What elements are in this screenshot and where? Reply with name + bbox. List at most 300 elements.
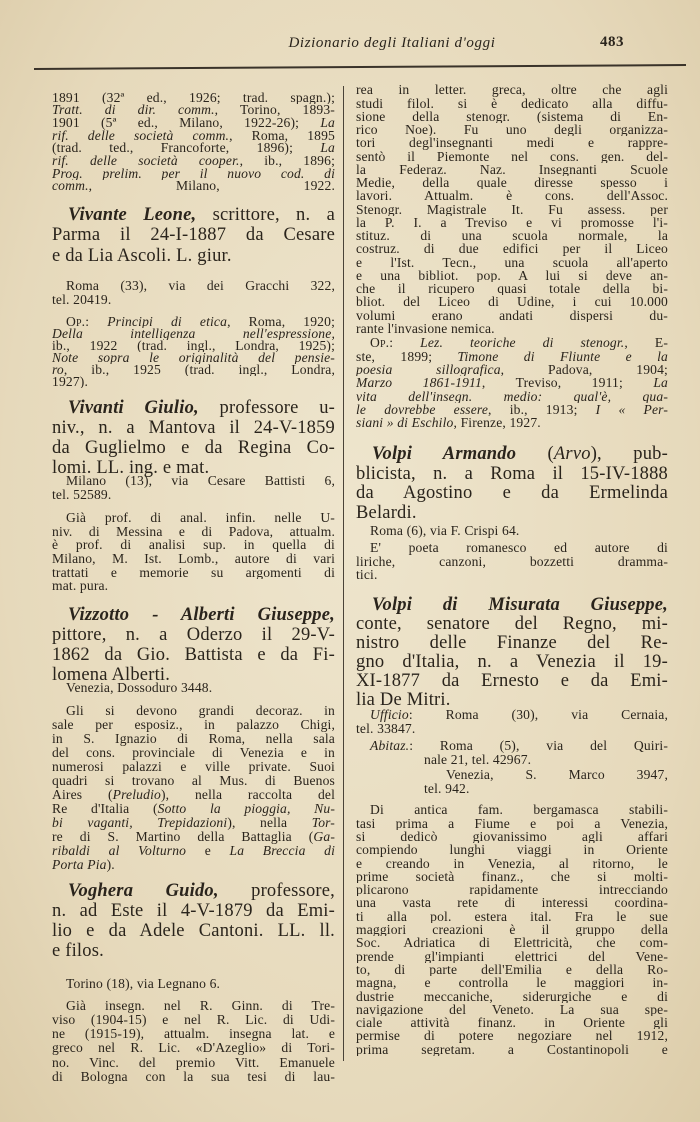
text-run: plicarono rapidamente intrecciando <box>356 883 668 897</box>
text-line <box>356 708 668 722</box>
text-run: tasi prima a Fiume e poi a Venezia, <box>356 816 668 830</box>
text-line <box>52 579 335 593</box>
text-run: di Bologna con la sua tesi di lau- <box>52 1069 335 1084</box>
text-run: sentò il Piemonte nel cons. gen. del- <box>356 149 668 163</box>
text-run: liriche, canzoni, bozzetti dramma- <box>356 554 668 569</box>
italic-text: Note sopra le originalità del pensie- <box>52 352 335 364</box>
italic-text: Arvo <box>553 445 591 465</box>
text-run: Milano, M. Ist. Lomb., autore di vari <box>52 551 335 566</box>
italic-text: comm. <box>52 180 89 194</box>
text-line <box>52 168 335 181</box>
text-run: scrittore, n. a <box>196 204 335 225</box>
text-run: lavori. Attualm. è cons. dell'Assoc. <box>356 189 668 203</box>
text-run: studi filol. si è dedicato alla diffu- <box>356 96 668 110</box>
entry-name: Vizzotto - Alberti Giuseppe, <box>68 605 335 625</box>
text-line <box>52 246 335 267</box>
text-line <box>356 242 668 255</box>
works-label: Op. <box>370 336 390 350</box>
text-line <box>52 316 335 328</box>
text-line <box>356 1029 668 1042</box>
column-divider <box>343 86 344 1061</box>
text-run: volumi erano andati dispersi du- <box>356 308 668 322</box>
text-line <box>52 525 335 539</box>
text-line <box>356 568 668 582</box>
text-run: , ib., 1913; <box>488 402 596 417</box>
text-line <box>52 352 335 364</box>
text-line <box>52 816 335 830</box>
text-run: costruz. di due edifici per il Liceo <box>356 242 668 256</box>
text-run: E' poeta romanesco ed autore di <box>370 541 668 555</box>
text-line <box>52 718 335 732</box>
text-line <box>52 941 335 961</box>
text-line <box>52 881 335 901</box>
text-line <box>52 830 335 844</box>
text-line <box>52 746 335 760</box>
italic-text: bi vaganti, Trepidazioni <box>52 816 228 830</box>
text-line <box>356 870 668 883</box>
text-run: Roma (33), via dei Gracchi 322, <box>66 279 335 293</box>
text-line <box>52 844 335 858</box>
text-line <box>356 843 668 856</box>
text-line <box>52 418 335 438</box>
text-run: Re d'Italia ( <box>52 802 158 816</box>
text-run: e da Lia Ascoli. L. giur. <box>52 245 232 266</box>
text-line <box>52 364 335 376</box>
text-line <box>356 309 668 322</box>
text-line <box>356 672 668 691</box>
text-line <box>356 555 668 569</box>
text-run: tel. 20419. <box>52 293 112 307</box>
text-run: si dedicò giovanissimo agli affari <box>356 829 668 844</box>
italic-text: La <box>320 117 335 130</box>
text-line <box>52 130 335 143</box>
text-line <box>52 760 335 774</box>
text-line <box>356 936 668 949</box>
text-line <box>356 896 668 909</box>
italic-text: vita dell'insegn. medio: qual'è, qua- <box>356 389 668 403</box>
text-line <box>52 1027 335 1041</box>
text-run: ), pub- <box>590 445 668 465</box>
entry-paragraph <box>52 316 335 388</box>
text-line <box>52 488 335 502</box>
text-line <box>52 566 335 580</box>
text-run: una vasta rete di interessi coordina- <box>356 896 668 910</box>
italic-text: Della intelligenza nell'espressione, <box>52 328 335 340</box>
text-run: lia De Mitri. <box>356 690 451 710</box>
text-run: e creando in Venezia, al ritorno, le <box>356 856 668 870</box>
text-line <box>356 322 668 335</box>
text-run: mat. pura. <box>52 579 109 593</box>
text-line <box>356 83 668 96</box>
text-run: 1927). <box>52 376 89 388</box>
italic-text: Lez. teoriche di stenogr. <box>420 336 625 350</box>
text-run: , Milano, 1922. <box>88 180 335 194</box>
text-run: pittore, n. a Oderzo il 29-V- <box>52 625 335 645</box>
text-line <box>356 541 668 555</box>
text-line <box>52 625 335 645</box>
text-line <box>52 921 335 941</box>
text-run: , E- <box>624 336 668 350</box>
entry-heading <box>52 205 335 267</box>
text-line <box>356 691 668 710</box>
text-line <box>52 605 335 625</box>
entry-heading <box>52 605 335 685</box>
text-run: nale 21, tel. 42967. <box>424 753 532 767</box>
text-line <box>52 774 335 788</box>
entry-paragraph <box>52 511 335 593</box>
text-line <box>52 92 335 105</box>
text-run: tel. 33847. <box>356 722 416 736</box>
italic-text: Prog. prelim. per il nuovo cod. di <box>52 167 335 181</box>
text-line <box>52 538 335 552</box>
text-run: Già prof. di anal. infin. nelle U- <box>66 511 335 525</box>
text-run: che il ricupero quasi totale della bi- <box>356 282 668 296</box>
text-line <box>356 923 668 936</box>
text-run: blicista, n. a Roma il 15-IV-1888 <box>356 464 668 484</box>
text-line <box>356 753 668 767</box>
text-run: e filos. <box>52 941 104 961</box>
text-run: Roma (6), via F. Crispi 64. <box>370 524 520 538</box>
italic-text: Marzo 1861-1911 <box>356 376 482 390</box>
text-line <box>52 398 335 418</box>
entry-paragraph <box>356 336 668 429</box>
text-run: stituz. di una scuola normale, la <box>356 229 668 243</box>
text-run: Aires ( <box>52 788 113 802</box>
text-run: Soc. Adriatica di Elettricità, che com- <box>356 936 668 950</box>
italic-text: La <box>320 142 335 156</box>
text-line <box>356 504 668 524</box>
text-line <box>356 963 668 976</box>
text-line <box>356 110 668 123</box>
text-run: è prof. di analisi sup. in quella di <box>52 538 335 552</box>
text-line <box>356 524 668 538</box>
italic-text: Sotto la pioggia, Nu- <box>157 802 335 816</box>
text-run: niv., n. a Mantova il 24-V-1859 <box>52 418 335 438</box>
text-line <box>356 990 668 1003</box>
entry-heading <box>52 881 335 961</box>
text-run: Già insegn. nel R. Ginn. di Tre- <box>66 998 335 1013</box>
text-run: (trad. ted., Francoforte, 1896); <box>52 142 321 156</box>
text-run: Stenogr. Magistrale It. Fu assess. per <box>356 202 668 216</box>
entry-name: Vivanti Giulio, <box>68 398 199 418</box>
text-line <box>356 615 668 634</box>
text-run: , Torino, 1893- <box>214 104 335 118</box>
text-line <box>52 180 335 193</box>
entry-paragraph <box>52 977 335 991</box>
text-run: , ib., 1896; <box>239 155 335 168</box>
text-run: , Roma, 1920; <box>227 316 335 328</box>
italic-text: Ufficio <box>370 708 409 722</box>
text-line <box>356 97 668 110</box>
text-line <box>52 552 335 566</box>
italic-text: Timone di Fliunte e la <box>457 349 668 363</box>
text-line <box>356 883 668 896</box>
entry-paragraph <box>356 768 668 796</box>
italic-text: I « Per- <box>595 402 668 417</box>
text-run: Di antica fam. bergamasca stabili- <box>370 803 668 817</box>
text-line <box>356 1016 668 1029</box>
text-line <box>356 768 668 782</box>
text-run: niv. di Messina e di Padova, attualm. <box>52 524 335 539</box>
entry-name: Volpi Armando <box>372 445 517 465</box>
text-line <box>52 1070 335 1084</box>
entry-paragraph <box>52 999 335 1084</box>
text-line <box>356 465 668 485</box>
text-line <box>356 150 668 163</box>
text-run: Gli si devono grandi decoraz. in <box>66 704 335 718</box>
text-line <box>52 977 335 991</box>
text-run: nistro delle Finanze del Re- <box>356 633 668 653</box>
text-run: , Padova, 1904; <box>500 362 668 377</box>
italic-text: Tratt. di dir. comm. <box>52 104 215 118</box>
italic-text: Principi di etica <box>107 316 228 328</box>
works-label: Op. <box>66 316 86 328</box>
text-run: gno d'Italia, n. a Venezia il 19- <box>356 652 668 672</box>
text-run: 1891 (32ª ed., 1926; trad. spagn.); <box>52 91 335 105</box>
text-line <box>52 1013 335 1027</box>
text-line <box>52 117 335 130</box>
text-run: magna, e controlla le maggiori in- <box>356 976 668 990</box>
text-run: Milano (13), via Cesare Battisti 6, <box>66 474 335 488</box>
text-run: n. ad Este il 4-V-1879 da Emi- <box>52 901 335 921</box>
text-run: permise di potere negoziare nel 1912, <box>356 1029 668 1043</box>
text-run: ne (1915-19), attualm. insegna lat. e <box>52 1027 335 1042</box>
text-run: XI-1877 da Ernesto e da Emi- <box>356 671 668 691</box>
text-line <box>52 732 335 746</box>
italic-text: Tor- <box>311 816 335 830</box>
text-line <box>356 830 668 843</box>
text-run: tel. 942. <box>424 782 470 796</box>
text-run: tel. 52589. <box>52 488 112 502</box>
entry-name: Voghera Guido, <box>68 881 219 901</box>
entry-paragraph <box>52 704 335 872</box>
text-run: del cons. provinciale di Venezia e in <box>52 746 335 760</box>
text-line <box>356 739 668 753</box>
text-run: greco nel R. Lic. «D'Azeglio» di Tori- <box>52 1041 335 1056</box>
text-run: sione della stenogr. (sistema di En- <box>356 109 668 124</box>
text-run: ti alla pol. estera ital. Fra le sue <box>356 909 668 924</box>
text-run: : Roma (5), via del Quiri- <box>409 739 668 753</box>
text-line <box>52 645 335 665</box>
text-run: rico Noe). Fu uno degli organizza- <box>356 123 668 137</box>
text-run: prima segretam. a Costantinopoli e <box>356 1042 668 1056</box>
text-run: Venezia, Dossoduro 3448. <box>66 681 213 695</box>
text-line <box>356 634 668 653</box>
entry-name: Volpi di Misurata Giuseppe, <box>372 595 668 615</box>
italic-text: siani » di Eschilo <box>356 416 454 430</box>
text-line <box>356 722 668 736</box>
entry-heading <box>356 445 668 523</box>
text-run: : <box>85 316 108 328</box>
text-line <box>356 256 668 269</box>
text-run: viso (1904-15) e nel R. Lic. di Udi- <box>52 1013 335 1028</box>
text-run: ). <box>106 858 115 872</box>
text-run: e l'Ist. Tecn., una scuola all'aperto <box>356 255 668 269</box>
text-line <box>52 438 335 458</box>
text-run: professore, <box>218 881 335 901</box>
text-run: navigazione del Veneto. La sua spe- <box>356 1002 668 1017</box>
text-run: ), nella raccolta del <box>160 788 335 802</box>
text-line <box>52 328 335 340</box>
text-line <box>52 474 335 488</box>
text-line <box>52 788 335 802</box>
text-line <box>356 176 668 189</box>
text-run: 1901 (5ª ed., Milano, 1922-26); <box>52 117 321 130</box>
text-run: Torino (18), via Legnano 6. <box>66 977 221 991</box>
text-run: compiendo lunghi viaggi in Oriente <box>356 843 668 857</box>
text-line <box>356 350 668 363</box>
text-run: e <box>186 844 230 858</box>
text-run: da Agostino e da Ermelinda <box>356 484 668 504</box>
text-line <box>356 269 668 282</box>
entry-paragraph <box>52 474 335 502</box>
text-line <box>356 376 668 389</box>
text-run: maggiori creazioni è il gruppo della <box>356 923 668 937</box>
text-line <box>52 802 335 816</box>
text-line <box>356 163 668 176</box>
text-run: rante l'invasione nemica. <box>356 321 495 336</box>
text-line <box>356 216 668 229</box>
text-run: bliot. del Liceo di Udine, i cui 10.000 <box>356 295 668 309</box>
text-line <box>356 950 668 963</box>
italic-text: ro <box>52 364 64 376</box>
page-number: 483 <box>600 34 624 50</box>
text-run: no. Vinc. del premio Vitt. Emanuele <box>52 1055 335 1070</box>
text-run: da Guglielmo e da Regina Co- <box>52 438 335 458</box>
text-line <box>52 279 335 293</box>
text-run: dustrie meccaniche, siderurgiche e di <box>356 989 668 1003</box>
text-run: lio e da Adele Cantoni. LL. ll. <box>52 921 335 941</box>
entry-paragraph <box>356 739 668 767</box>
text-line <box>52 1056 335 1070</box>
text-run: in S. Ignazio di Roma, nella sala <box>52 732 335 746</box>
text-run: 1862 da Gio. Battista e da Fi- <box>52 645 335 665</box>
text-run: : Roma (30), via Cernaia, <box>408 708 668 722</box>
text-run: tori degl'insegnanti medi e rappre- <box>356 136 668 150</box>
italic-text: La <box>653 376 668 390</box>
text-run: ), nella <box>227 816 312 830</box>
entry-heading <box>356 596 668 710</box>
entry-paragraph <box>356 541 668 582</box>
text-run: rea in letter. greca, oltre che agli <box>356 83 668 97</box>
text-line <box>356 596 668 615</box>
text-line <box>52 142 335 155</box>
text-run: trattati e memorie su argomenti di <box>52 565 335 580</box>
text-line <box>356 416 668 429</box>
italic-text: rif. delle società comm. <box>52 129 230 143</box>
text-line <box>356 123 668 136</box>
text-run: ( <box>516 445 554 465</box>
entry-paragraph <box>52 681 335 695</box>
text-line <box>52 340 335 352</box>
italic-text: le dovrebbe essere <box>356 402 489 417</box>
entry-paragraph <box>356 708 668 736</box>
text-line <box>356 817 668 830</box>
entry-paragraph <box>356 524 668 538</box>
text-line <box>356 295 668 308</box>
text-run: re di S. Martino della Battaglia ( <box>52 830 314 844</box>
text-line <box>356 203 668 216</box>
text-line <box>52 376 335 388</box>
text-line <box>356 229 668 242</box>
text-run: Medie, della quale diresse spesso i <box>356 176 668 190</box>
text-run: la P. I. a Treviso e vi promosse l'i- <box>356 215 668 230</box>
text-run: lomena Alberti. <box>52 665 171 685</box>
text-run: la Federaz. Naz. Insegnanti Scuole <box>356 162 668 177</box>
text-line <box>356 803 668 816</box>
text-line <box>52 225 335 246</box>
italic-text: Ga- <box>313 830 335 844</box>
text-line <box>356 282 668 295</box>
text-line <box>356 445 668 465</box>
text-line <box>356 976 668 989</box>
text-run: professore u- <box>198 398 335 418</box>
text-line <box>356 782 668 796</box>
text-line <box>356 390 668 403</box>
text-run: ste, 1899; <box>356 349 458 363</box>
text-line <box>52 511 335 525</box>
text-line <box>52 1041 335 1055</box>
text-line <box>356 136 668 149</box>
text-run: conte, senatore del Regno, mi- <box>356 614 668 634</box>
text-line <box>356 1003 668 1016</box>
text-run: Belardi. <box>356 503 417 523</box>
text-run: e una bibliot. pop. A lui si deve an- <box>356 268 668 283</box>
entry-name: Vivante Leone, <box>68 204 197 225</box>
entry-paragraph <box>52 279 335 307</box>
text-line <box>52 901 335 921</box>
text-run: , Roma, 1895 <box>229 129 335 143</box>
italic-text: ribaldi al Volturno <box>52 844 187 858</box>
text-line <box>52 293 335 307</box>
text-line <box>52 858 335 872</box>
text-run: to, di parte dell'Emilia e della Ro- <box>356 962 668 977</box>
text-run: prime società finanz., che si molti- <box>356 869 668 884</box>
text-run: Parma il 24-I-1887 da Cesare <box>52 225 335 246</box>
text-run: sale per esposiz., in palazzo Chigi, <box>52 718 335 732</box>
text-line <box>356 1043 668 1056</box>
entry-paragraph <box>356 803 668 1056</box>
text-line <box>356 910 668 923</box>
text-line <box>52 704 335 718</box>
text-line <box>356 363 668 376</box>
text-run: , Treviso, 1911; <box>481 376 654 390</box>
text-run: numerosi palazzi e ville private. Suoi <box>52 760 335 774</box>
italic-text: poesia sillografica <box>356 362 501 377</box>
entry-paragraph <box>52 92 335 194</box>
text-run: ib., 1922 (trad. ingl., Londra, 1925); <box>52 340 335 352</box>
italic-text: rif. delle società cooper. <box>52 155 240 168</box>
text-run: Venezia, S. Marco 3947, <box>446 768 668 782</box>
text-run: prende gl'impianti elettrici del Vene- <box>356 949 668 963</box>
text-run: : <box>389 336 421 350</box>
text-line <box>356 484 668 504</box>
entry-paragraph <box>356 83 668 335</box>
text-run: lomi. LL. ing. e mat. <box>52 458 210 478</box>
running-header-title: Dizionario degli Italiani d'oggi <box>288 35 496 51</box>
text-line <box>356 653 668 672</box>
italic-text: La Breccia di <box>229 844 335 858</box>
text-run: tici. <box>356 568 378 582</box>
text-line <box>356 403 668 416</box>
italic-text: Abitaz. <box>370 739 410 753</box>
text-run: ciale attività finanz. in Oriente gli <box>356 1016 668 1030</box>
text-run: quadri si trovano al Mus. di Buenos <box>52 774 335 788</box>
entry-heading <box>52 398 335 478</box>
text-line <box>52 205 335 226</box>
text-line <box>52 155 335 168</box>
text-line <box>52 999 335 1013</box>
